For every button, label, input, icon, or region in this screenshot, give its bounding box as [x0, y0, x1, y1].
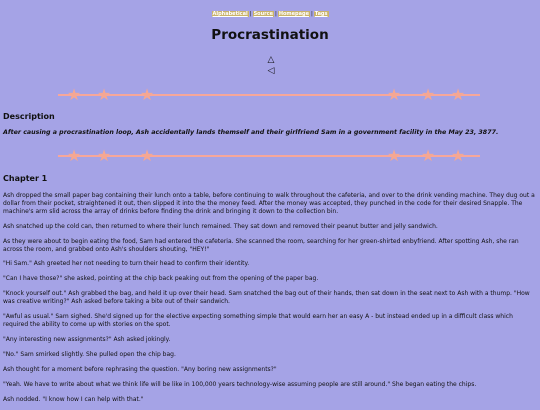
- nav-link-source[interactable]: Source: [253, 11, 273, 17]
- triangle-left-icon[interactable]: ◁: [267, 66, 275, 76]
- nav-separator: |: [310, 11, 313, 17]
- nav-separator: |: [274, 11, 277, 17]
- story-paragraph: "Can I have those?" she asked, pointing at the chip back peaking out from the opening of the paper bag.: [3, 275, 319, 283]
- star-icon: ★: [450, 85, 466, 104]
- story-paragraph: "Any interesting new assignments?" Ash asked jokingly.: [3, 335, 171, 343]
- star-icon: ★: [96, 146, 112, 165]
- story-paragraph: Ash nodded. "I know how I can help with that.": [3, 395, 144, 403]
- story-paragraph: "Knock yourself out." Ash grabbed the bag, and held it up over their head. Sam snatched the bag out of their hands, then sat down in the seat next to Ash with a thump. "How was creative writing?" Ash asked before taking a bite out of their sandwich.: [3, 290, 530, 306]
- page-title: Procrastination: [211, 27, 329, 43]
- story-paragraph: "Yeah. We have to write about what we think life will be like in 100,000 years technology-wise assuming people are still around." She began eating the chips.: [3, 380, 477, 388]
- nav-link-alphabetical[interactable]: Alphabetical: [212, 11, 248, 17]
- description-heading: Description: [3, 112, 55, 121]
- nav-separator: |: [249, 11, 252, 17]
- story-paragraph: "Hi Sam." Ash greeted her not needing to turn their head to confirm their identity.: [3, 260, 250, 268]
- nav-link-tags[interactable]: Tags: [314, 11, 328, 17]
- star-icon: ★: [420, 146, 436, 165]
- triangle-up-icon[interactable]: △: [267, 55, 275, 65]
- star-icon: ★: [386, 85, 402, 104]
- star-icon: ★: [386, 146, 402, 165]
- star-icon: ★: [139, 146, 155, 165]
- story-paragraph: Ash thought for a moment before rephrasing the question. "Any boring new assignments?": [3, 365, 277, 373]
- star-divider-bottom: [58, 148, 480, 164]
- star-icon: ★: [66, 85, 82, 104]
- story-paragraph: Ash dropped the small paper bag containing their lunch onto a table, before continuing to walk throughout the cafeteria, and over to the drink vending machine. They dug out a dollar from their pocket, straightened it out, then slipped it into the the money feed. After the money was accepted, they punched in the code for their desired Snapple. The machine's arm slid across the array of drinks before finding the drink and bringing it down to the collection bin.: [3, 192, 535, 215]
- star-icon: ★: [96, 85, 112, 104]
- chapter-heading: Chapter 1: [3, 174, 48, 183]
- star-icon: ★: [420, 85, 436, 104]
- story-paragraph: "No." Sam smirked slightly. She pulled open the chip bag.: [3, 350, 176, 358]
- nav-link-homepage[interactable]: Homepage: [278, 11, 309, 17]
- description-text: After causing a procrastination loop, Ash accidentally lands themself and their girlfriend Sam in a government facility in the May 23, 3877.: [3, 129, 499, 136]
- star-icon: ★: [450, 146, 466, 165]
- star-icon: ★: [139, 85, 155, 104]
- top-navigation: [0, 10, 540, 18]
- divider-line: [58, 94, 480, 96]
- story-paragraph: As they were about to begin eating the food, Sam had entered the cafeteria. She scanned the room, searching for her green-shirted enbyfriend. After spotting Ash, she ran across the room, and grabbed onto Ash's shoulders shouting, "HEY!": [3, 237, 519, 253]
- story-text: [3, 192, 535, 410]
- story-paragraph: "Awful as usual." Sam sighed. She'd signed up for the elective expecting something simple that would earn her an easy A - but instead ended up in a difficult class which required the ability to come up with stories on the spot.: [3, 313, 513, 328]
- story-paragraph: Ash snatched up the cold can, then returned to where their lunch remained. They sat down and removed their peanut butter and jelly sandwich.: [3, 222, 438, 230]
- star-icon: ★: [66, 146, 82, 165]
- star-divider-top: [58, 87, 480, 103]
- divider-line: [58, 155, 480, 157]
